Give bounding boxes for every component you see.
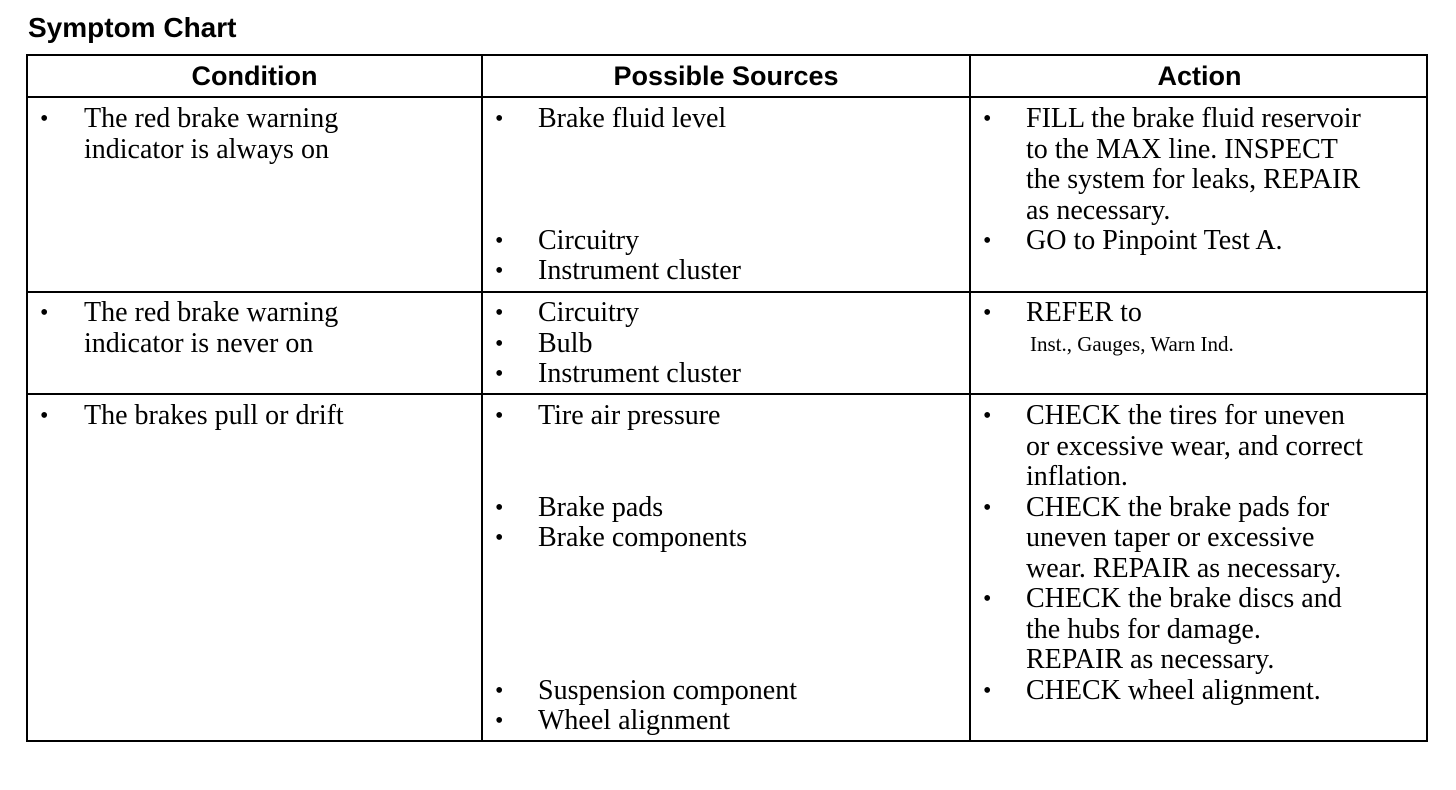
action-text: the hubs for damage. <box>1026 614 1261 645</box>
action-text: inflation. <box>1026 461 1128 492</box>
action-text: REFER to <box>1026 297 1142 328</box>
condition-text: The red brake warning <box>84 103 339 134</box>
bullet: • <box>983 300 992 326</box>
column-divider <box>969 56 971 740</box>
source-item: Tire air pressure <box>538 400 721 431</box>
condition-text: The brakes pull or drift <box>84 400 344 431</box>
bullet: • <box>495 228 504 254</box>
action-text: the system for leaks, REPAIR <box>1026 164 1361 195</box>
bullet: • <box>40 300 49 326</box>
column-divider <box>481 56 483 740</box>
condition-text: indicator is never on <box>84 328 314 359</box>
bullet: • <box>983 495 992 521</box>
action-text: FILL the brake fluid reservoir <box>1026 103 1361 134</box>
action-reference: Inst., Gauges, Warn Ind. <box>1030 332 1234 356</box>
action-text: REPAIR as necessary. <box>1026 644 1275 675</box>
bullet: • <box>495 331 504 357</box>
source-item: Instrument cluster <box>538 255 741 286</box>
row-divider <box>28 291 1426 293</box>
row-divider <box>28 393 1426 395</box>
action-text: as necessary. <box>1026 195 1171 226</box>
bullet: • <box>495 106 504 132</box>
action-text: GO to Pinpoint Test A. <box>1026 225 1283 256</box>
header-condition: Condition <box>191 61 318 91</box>
bullet: • <box>495 708 504 734</box>
action-text: CHECK the brake discs and <box>1026 583 1342 614</box>
header-divider <box>28 96 1426 98</box>
action-text: CHECK wheel alignment. <box>1026 675 1321 706</box>
action-text: uneven taper or excessive <box>1026 522 1315 553</box>
source-item: Bulb <box>538 328 593 359</box>
bullet: • <box>983 403 992 429</box>
bullet: • <box>983 678 992 704</box>
bullet: • <box>495 258 504 284</box>
condition-text: The red brake warning <box>84 297 339 328</box>
bullet: • <box>983 586 992 612</box>
bullet: • <box>983 228 992 254</box>
header-possible-sources: Possible Sources <box>613 61 839 91</box>
condition-text: indicator is always on <box>84 134 329 165</box>
bullet: • <box>495 361 504 387</box>
action-text: CHECK the brake pads for <box>1026 492 1330 523</box>
bullet: • <box>495 525 504 551</box>
action-text: CHECK the tires for uneven <box>1026 400 1345 431</box>
source-item: Wheel alignment <box>538 705 731 736</box>
source-item: Instrument cluster <box>538 358 741 389</box>
page-title: Symptom Chart <box>28 12 237 43</box>
source-item: Circuitry <box>538 297 640 328</box>
bullet: • <box>495 300 504 326</box>
header-action: Action <box>1157 61 1242 91</box>
action-text: or excessive wear, and correct <box>1026 431 1364 462</box>
source-item: Suspension component <box>538 675 797 706</box>
source-item: Circuitry <box>538 225 640 256</box>
bullet: • <box>40 403 49 429</box>
bullet: • <box>983 106 992 132</box>
source-item: Brake components <box>538 522 748 553</box>
bullet: • <box>495 678 504 704</box>
symptom-table <box>26 54 1428 742</box>
source-item: Brake pads <box>538 492 664 523</box>
action-text: to the MAX line. INSPECT <box>1026 134 1338 165</box>
action-text: wear. REPAIR as necessary. <box>1026 553 1342 584</box>
source-item: Brake fluid level <box>538 103 727 134</box>
bullet: • <box>495 495 504 521</box>
bullet: • <box>495 403 504 429</box>
bullet: • <box>40 106 49 132</box>
